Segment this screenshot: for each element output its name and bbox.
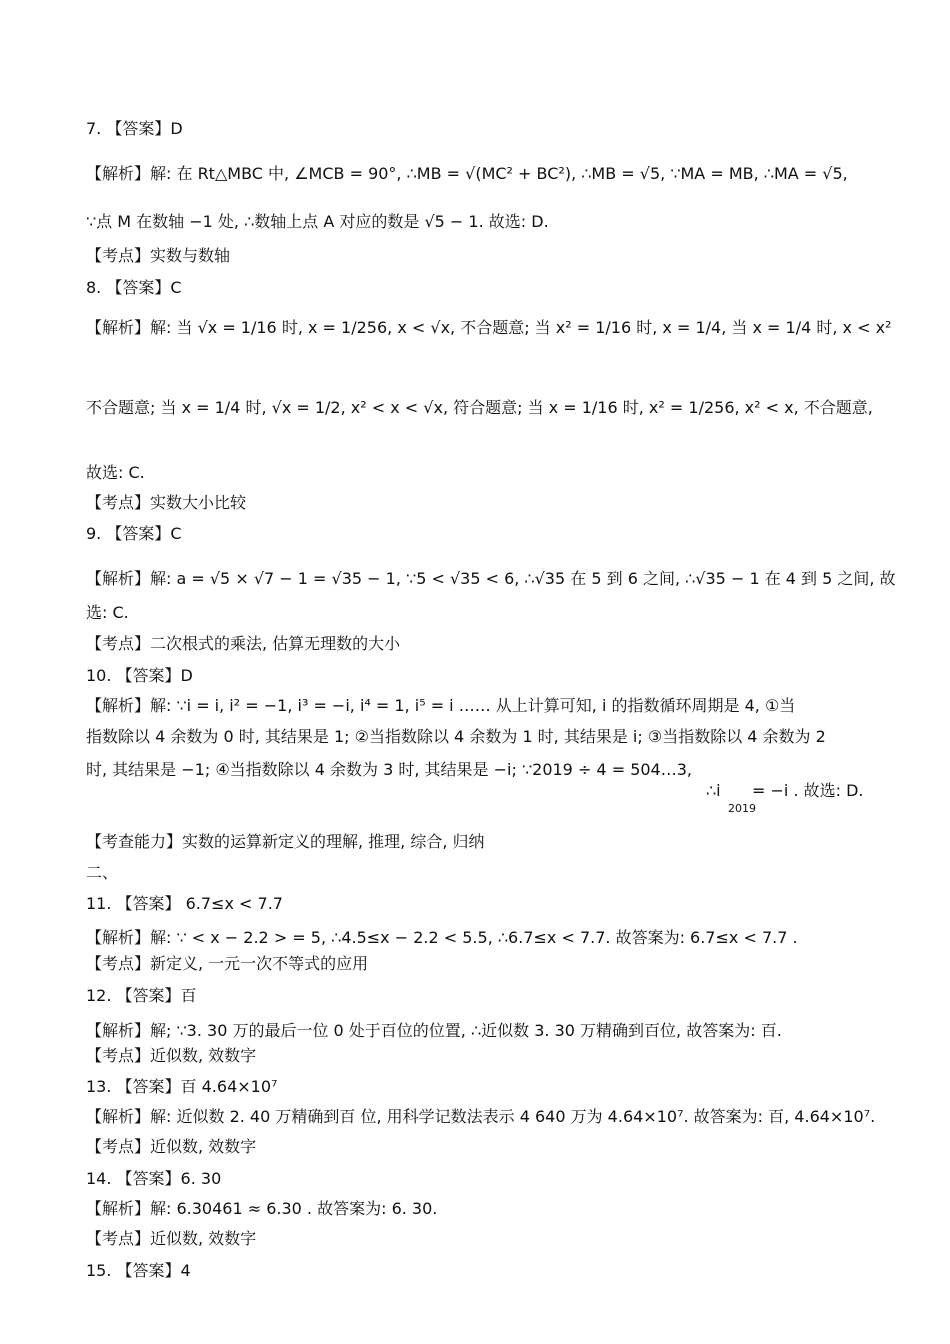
q9-analysis: 【解析】解: a = √5 × √7 − 1 = √35 − 1, ∵5 < √35 < 6, ∴√35 在 5 到 6 之间, ∴√35 − 1 在 4 到 5 之间, 故 [86, 569, 896, 588]
q7-topic: 【考点】实数与数轴 [86, 246, 231, 265]
q9-answer: 9. 【答案】C [86, 524, 182, 543]
q8-topic: 【考点】实数大小比较 [86, 493, 247, 512]
q11-answer: 11. 【答案】 6.7≤x < 7.7 [86, 894, 283, 913]
q13-analysis: 【解析】解: 近似数 2. 40 万精确到百 位, 用科学记数法表示 4 640 万为 4.64×10⁷. 故答案为: 百, 4.64×10⁷. [86, 1107, 876, 1126]
section-two-heading: 二、 [86, 863, 119, 882]
q10-conclusion: = −i . 故选: D. [752, 781, 864, 800]
q8-analysis-cont: 不合题意; 当 x = 1/4 时, √x = 1/2, x² < x < √x, 符合题意; 当 x = 1/16 时, x² = 1/256, x² < x, 不合题意, [86, 398, 873, 417]
q11-topic: 【考点】新定义, 一元一次不等式的应用 [86, 954, 369, 973]
q8-answer: 8. 【答案】C [86, 278, 182, 297]
q14-answer: 14. 【答案】6. 30 [86, 1169, 222, 1188]
q8-conclusion: 故选: C. [86, 463, 145, 482]
q13-answer: 13. 【答案】百 4.64×10⁷ [86, 1077, 278, 1096]
q10-power-base: ∴i [706, 781, 721, 800]
q8-analysis: 【解析】解: 当 √x = 1/16 时, x = 1/256, x < √x, 不合题意; 当 x² = 1/16 时, x = 1/4, 当 x = 1/4 时, x < x² [86, 318, 892, 337]
q10-analysis: 【解析】解: ∵i = i, i² = −1, i³ = −i, i⁴ = 1, i⁵ = i …… 从上计算可知, i 的指数循环周期是 4, ①当 [86, 696, 796, 715]
q12-answer: 12. 【答案】百 [86, 986, 197, 1005]
q15-answer: 15. 【答案】4 [86, 1261, 191, 1280]
q7-analysis: 【解析】解: 在 Rt△MBC 中, ∠MCB = 90°, ∴MB = √(MC² + BC²), ∴MB = √5, ∵MA = MB, ∴MA = √5, [86, 164, 848, 183]
q10-analysis-cont-2: 时, 其结果是 −1; ④当指数除以 4 余数为 3 时, 其结果是 −i; ∵2019 ÷ 4 = 504…3, [86, 760, 692, 779]
q10-ability: 【考查能力】实数的运算新定义的理解, 推理, 综合, 归纳 [86, 832, 485, 851]
q14-analysis: 【解析】解: 6.30461 ≈ 6.30 . 故答案为: 6. 30. [86, 1199, 438, 1218]
q12-analysis: 【解析】解; ∵3. 30 万的最后一位 0 处于百位的位置, ∴近似数 3. 30 万精确到百位, 故答案为: 百. [86, 1021, 782, 1040]
q7-analysis-cont: ∵点 M 在数轴 −1 处, ∴数轴上点 A 对应的数是 √5 − 1. 故选: D. [86, 212, 549, 231]
q11-analysis: 【解析】解: ∵ < x − 2.2 > = 5, ∴4.5≤x − 2.2 < 5.5, ∴6.7≤x < 7.7. 故答案为: 6.7≤x < 7.7 . [86, 928, 798, 947]
q9-analysis-cont: 选: C. [86, 603, 129, 622]
q10-analysis-cont: 指数除以 4 余数为 0 时, 其结果是 1; ②当指数除以 4 余数为 1 时, 其结果是 i; ③当指数除以 4 余数为 2 [86, 727, 826, 746]
q13-topic: 【考点】近似数, 效数字 [86, 1137, 257, 1156]
q10-power-exponent: 2019 [728, 802, 756, 815]
q10-answer: 10. 【答案】D [86, 666, 193, 685]
q9-topic: 【考点】二次根式的乘法, 估算无理数的大小 [86, 634, 401, 653]
q14-topic: 【考点】近似数, 效数字 [86, 1229, 257, 1248]
q7-answer: 7. 【答案】D [86, 119, 183, 138]
q12-topic: 【考点】近似数, 效数字 [86, 1046, 257, 1065]
